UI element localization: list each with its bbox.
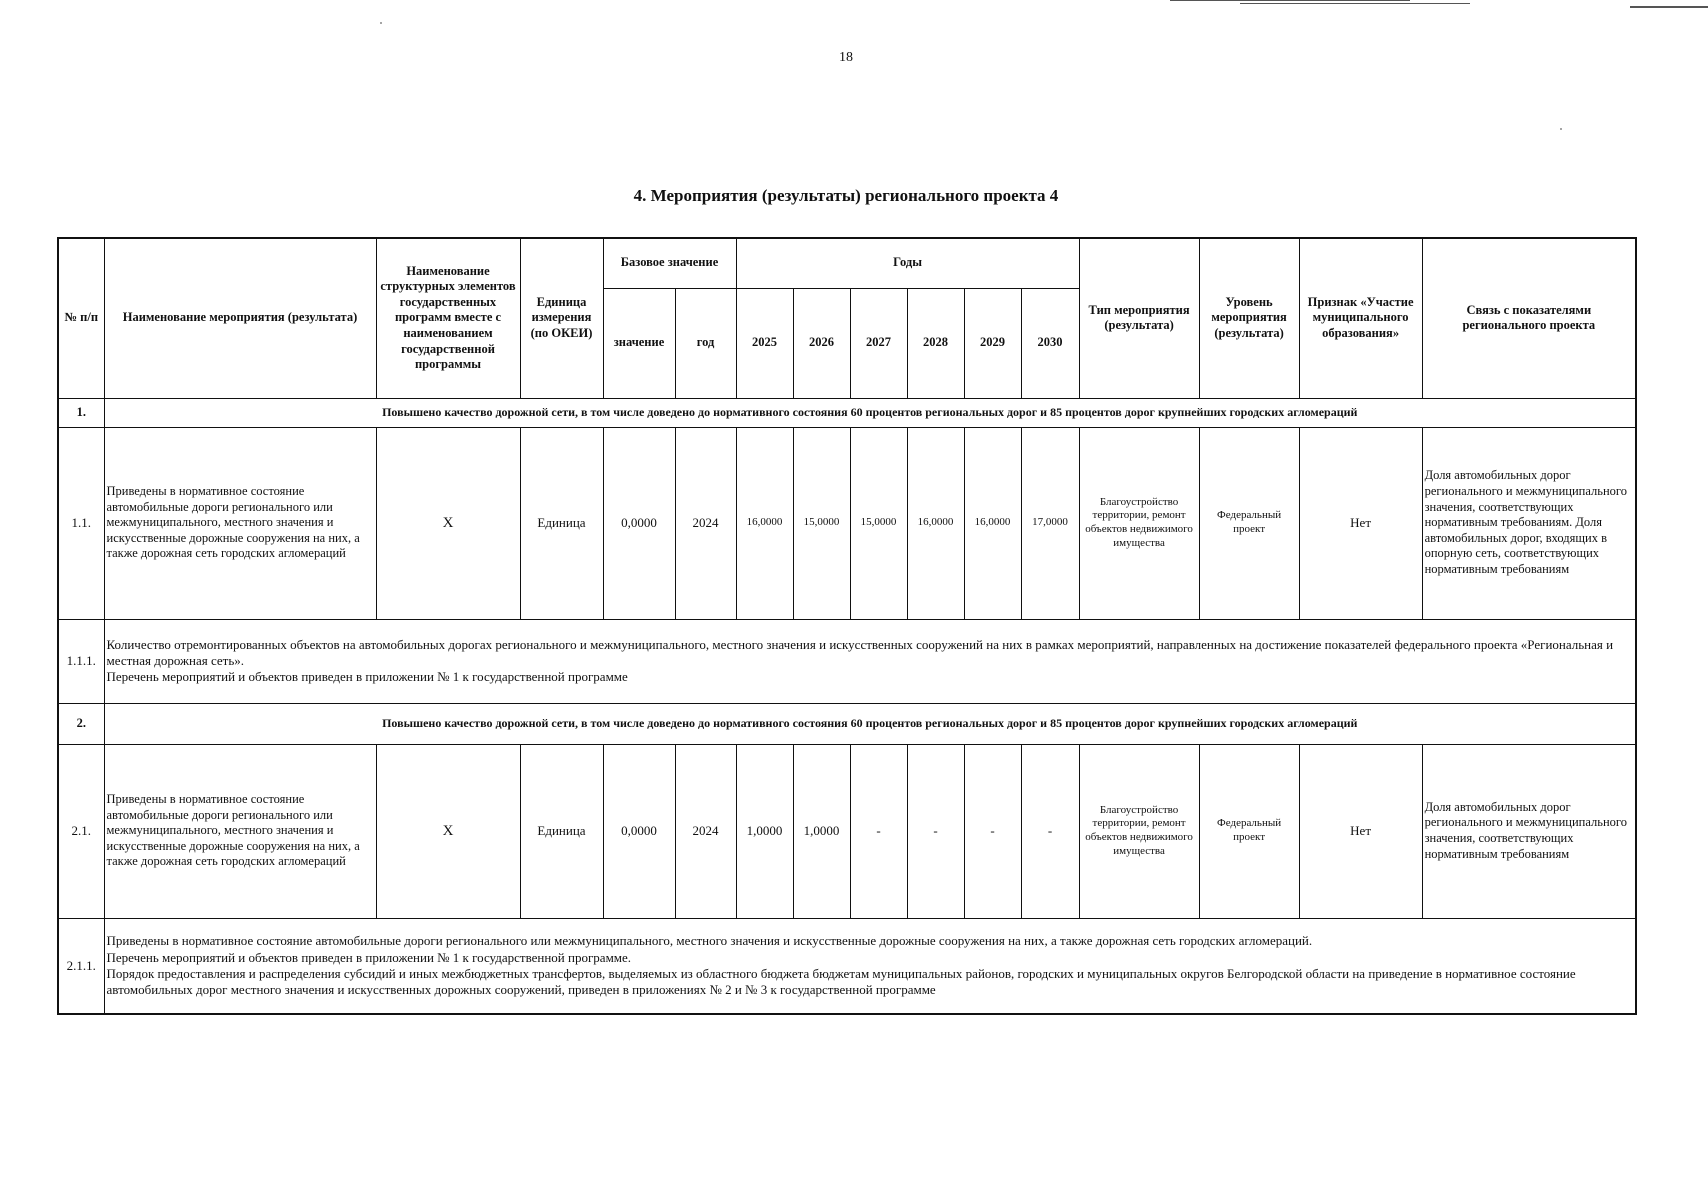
header-years: Годы: [736, 238, 1079, 288]
header-base-value-value: значение: [603, 288, 675, 398]
section-row: [58, 703, 1636, 744]
note-line: Количество отремонтированных объектов на автомобильных дорогах регионального и межмуниципального, местного значения и искусственных сооружений на них в рамках мероприятий, направленных на достижение показателей федерального проекта «Региональная и местная дорожная сеть».: [106, 636, 1614, 668]
row-level: Федеральный проект: [1199, 744, 1299, 918]
events-table: [57, 237, 1637, 1015]
row-year-value: 15,0000: [793, 427, 850, 619]
section-title-cell: Повышено качество дорожной сети, в том числе доведено до нормативного состояния 60 процентов региональных дорог и 85 процентов дорог крупнейших городских агломераций: [104, 398, 1636, 427]
row-num: 2.1.: [58, 744, 104, 918]
row-year-value: 1,0000: [793, 744, 850, 918]
row-base-value: 0,0000: [603, 427, 675, 619]
header-structural: Наименование структурных элементов государственных программ вместе с наименованием государственной программы: [376, 238, 520, 398]
header-num: № п/п: [58, 238, 104, 398]
row-link: Доля автомобильных дорог регионального и межмуниципального значения, соответствующих нормативным требованиям. Доля автомобильных дорог, входящих в опорную сеть, соответствующих нормативным требованиям: [1422, 427, 1636, 619]
scan-artifact-line: [1630, 6, 1708, 8]
header-base-value-year: год: [675, 288, 736, 398]
scan-artifact-line: [1240, 3, 1470, 4]
row-level: Федеральный проект: [1199, 427, 1299, 619]
row-type: Благоустройство территории, ремонт объектов недвижимого имущества: [1079, 744, 1199, 918]
row-base-value: 0,0000: [603, 744, 675, 918]
note-row: [58, 619, 1636, 703]
note-num: 1.1.1.: [58, 619, 104, 703]
row-unit: Единица: [520, 427, 603, 619]
row-year-value: 1,0000: [736, 744, 793, 918]
row-base-year: 2024: [675, 427, 736, 619]
row-year-value: 15,0000: [850, 427, 907, 619]
row-municipal: Нет: [1299, 744, 1422, 918]
row-structural: X: [376, 744, 520, 918]
header-year-2026: 2026: [793, 288, 850, 398]
row-base-year: 2024: [675, 744, 736, 918]
row-unit: Единица: [520, 744, 603, 918]
row-name: Приведены в нормативное состояние автомобильные дороги регионального или межмуниципального, местного значения и искусственные дорожные сооружения на них, а также дорожная сеть городских агломераций: [104, 744, 376, 918]
row-year-value: 17,0000: [1021, 427, 1079, 619]
note-line: Приведены в нормативное состояние автомобильные дороги регионального или межмуниципального, местного значения и искусственные дорожные сооружения на них, а также дорожная сеть городских агломераций.: [106, 933, 1313, 949]
header-base-value: Базовое значение: [603, 238, 736, 288]
row-num: 1.1.: [58, 427, 104, 619]
row-municipal: Нет: [1299, 427, 1422, 619]
row-link: Доля автомобильных дорог регионального и межмуниципального значения, соответствующих нормативным требованиям: [1422, 744, 1636, 918]
header-unit: Единица измерения (по ОКЕИ): [520, 238, 603, 398]
header-year-2029: 2029: [964, 288, 1021, 398]
row-year-value: 16,0000: [907, 427, 964, 619]
note-text: [104, 918, 1636, 1014]
section-title-cell: Повышено качество дорожной сети, в том числе доведено до нормативного состояния 60 процентов региональных дорог и 85 процентов дорог крупнейших городских агломераций: [104, 703, 1636, 744]
note-line: Перечень мероприятий и объектов приведен в приложении № 1 к государственной программе: [106, 669, 628, 685]
section-num: 1.: [58, 398, 104, 427]
header-level: Уровень мероприятия (результата): [1199, 238, 1299, 398]
scan-artifact-line: [1170, 0, 1410, 1]
note-row: [58, 918, 1636, 1014]
row-year-value: -: [907, 744, 964, 918]
row-year-value: 16,0000: [964, 427, 1021, 619]
table-row: [58, 744, 1636, 918]
table-header-row: [58, 238, 1636, 288]
header-year-2028: 2028: [907, 288, 964, 398]
header-year-2030: 2030: [1021, 288, 1079, 398]
scan-artifact-speck: [1560, 128, 1562, 130]
note-line: Порядок предоставления и распределения субсидий и иных межбюджетных трансфертов, выделяемых из областного бюджета бюджетам муниципальных районов, городских и муниципальных округов Белгородской области на приведение в нормативное состояние автомобильных дорог местного значения и искусственных дорожных сооружений, приведен в приложениях № 2 и № 3 к государственной программе: [106, 965, 1576, 997]
row-year-value: -: [964, 744, 1021, 918]
header-year-2025: 2025: [736, 288, 793, 398]
row-year-value: -: [1021, 744, 1079, 918]
section-num: 2.: [58, 703, 104, 744]
note-num: 2.1.1.: [58, 918, 104, 1014]
header-municipal: Признак «Участие муниципального образования»: [1299, 238, 1422, 398]
scan-artifact-speck: [380, 22, 382, 24]
header-name: Наименование мероприятия (результата): [104, 238, 376, 398]
section-row: [58, 398, 1636, 427]
header-type: Тип мероприятия (результата): [1079, 238, 1199, 398]
row-type: Благоустройство территории, ремонт объектов недвижимого имущества: [1079, 427, 1199, 619]
note-text: [104, 619, 1636, 703]
row-year-value: -: [850, 744, 907, 918]
section-title: 4. Мероприятия (результаты) регионального проекта 4: [633, 186, 1059, 205]
row-structural: X: [376, 427, 520, 619]
page-number: 18: [839, 50, 853, 65]
note-line: Перечень мероприятий и объектов приведен в приложении № 1 к государственной программе.: [106, 949, 632, 965]
header-year-2027: 2027: [850, 288, 907, 398]
row-name: Приведены в нормативное состояние автомобильные дороги регионального или межмуниципального, местного значения и искусственные дорожные сооружения на них, а также дорожная сеть городских агломераций: [104, 427, 376, 619]
table-row: [58, 427, 1636, 619]
header-link: Связь с показателями регионального проекта: [1422, 238, 1636, 398]
row-year-value: 16,0000: [736, 427, 793, 619]
